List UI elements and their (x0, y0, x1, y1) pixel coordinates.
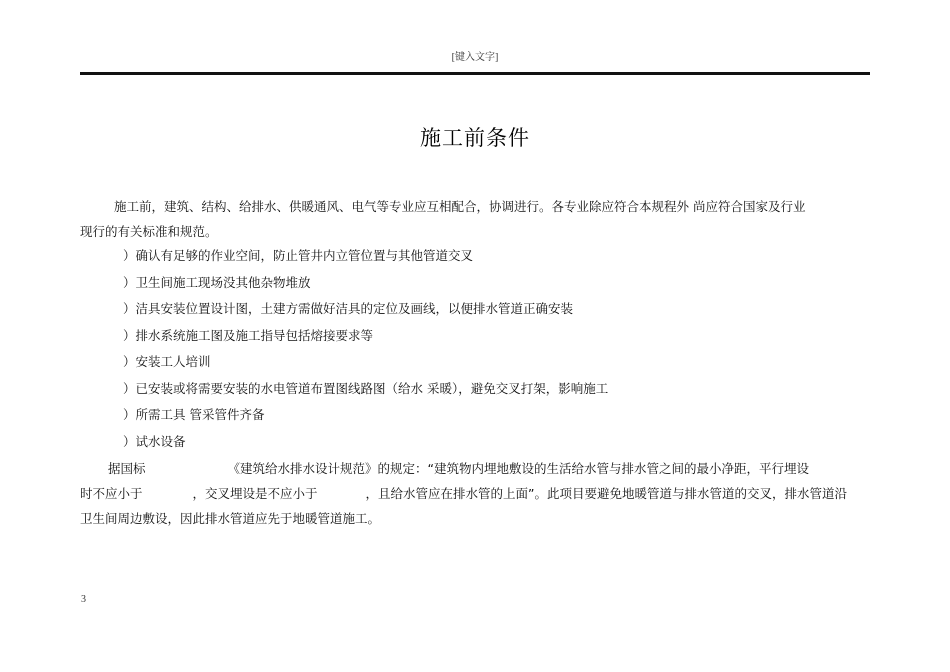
standard-text-6: 卫生间周边敷设，因此排水管道应先于地暖管道施工。 (80, 511, 381, 526)
intro-paragraph (80, 194, 872, 244)
list-item: ）卫生间施工现场没其他杂物堆放 (123, 274, 311, 290)
list-item: ）已安装或将需要安装的水电管道布置图线路图（给水 采暖），避免交叉打架，影响施工 (123, 380, 609, 396)
standard-paragraph (80, 456, 872, 531)
intro-line-1: 施工前，建筑、结构、给排水、供暖通风、电气等专业应互相配合，协调进行。各专业除应符合本规程外 尚应符合国家及行业 (114, 199, 806, 214)
standard-text-2: 《建筑给水排水设计规范》的规定：“建筑物内埋地敷设的生活给水管与排水管之间的最小净距，平行埋设 (227, 461, 809, 476)
page-header: [键入文字] (451, 52, 499, 63)
list-item: ）所需工具 管采管件齐备 (123, 407, 265, 422)
list-item: ）试水设备 (123, 433, 186, 449)
header-divider (80, 72, 870, 75)
list-item: ）确认有足够的作业空间，防止管井内立管位置与其他管道交叉 (123, 248, 474, 263)
list-item: ）安装工人培训 (123, 354, 211, 369)
standard-text-4: ，交叉埋设是不应小于 (192, 486, 318, 501)
requirements-list (80, 243, 608, 455)
standard-text-1: 据国标 (108, 461, 146, 476)
page-title: 施工前条件 (420, 126, 530, 150)
list-item: ）洁具安装位置设计图，土建方需做好洁具的定位及画线，以便排水管道正确安装 (123, 301, 574, 316)
standard-text-5: ，且给水管应在排水管的上面”。此项目要避免地暖管道与排水管道的交叉，排水管道沿 (365, 486, 848, 501)
page-number: 3 (81, 594, 86, 605)
intro-line-2: 现行的有关标准和规范。 (80, 224, 218, 239)
list-item: ）排水系统施工图及施工指导包括熔接要求等 (123, 327, 374, 343)
standard-text-3: 时不应小于 (80, 486, 143, 501)
